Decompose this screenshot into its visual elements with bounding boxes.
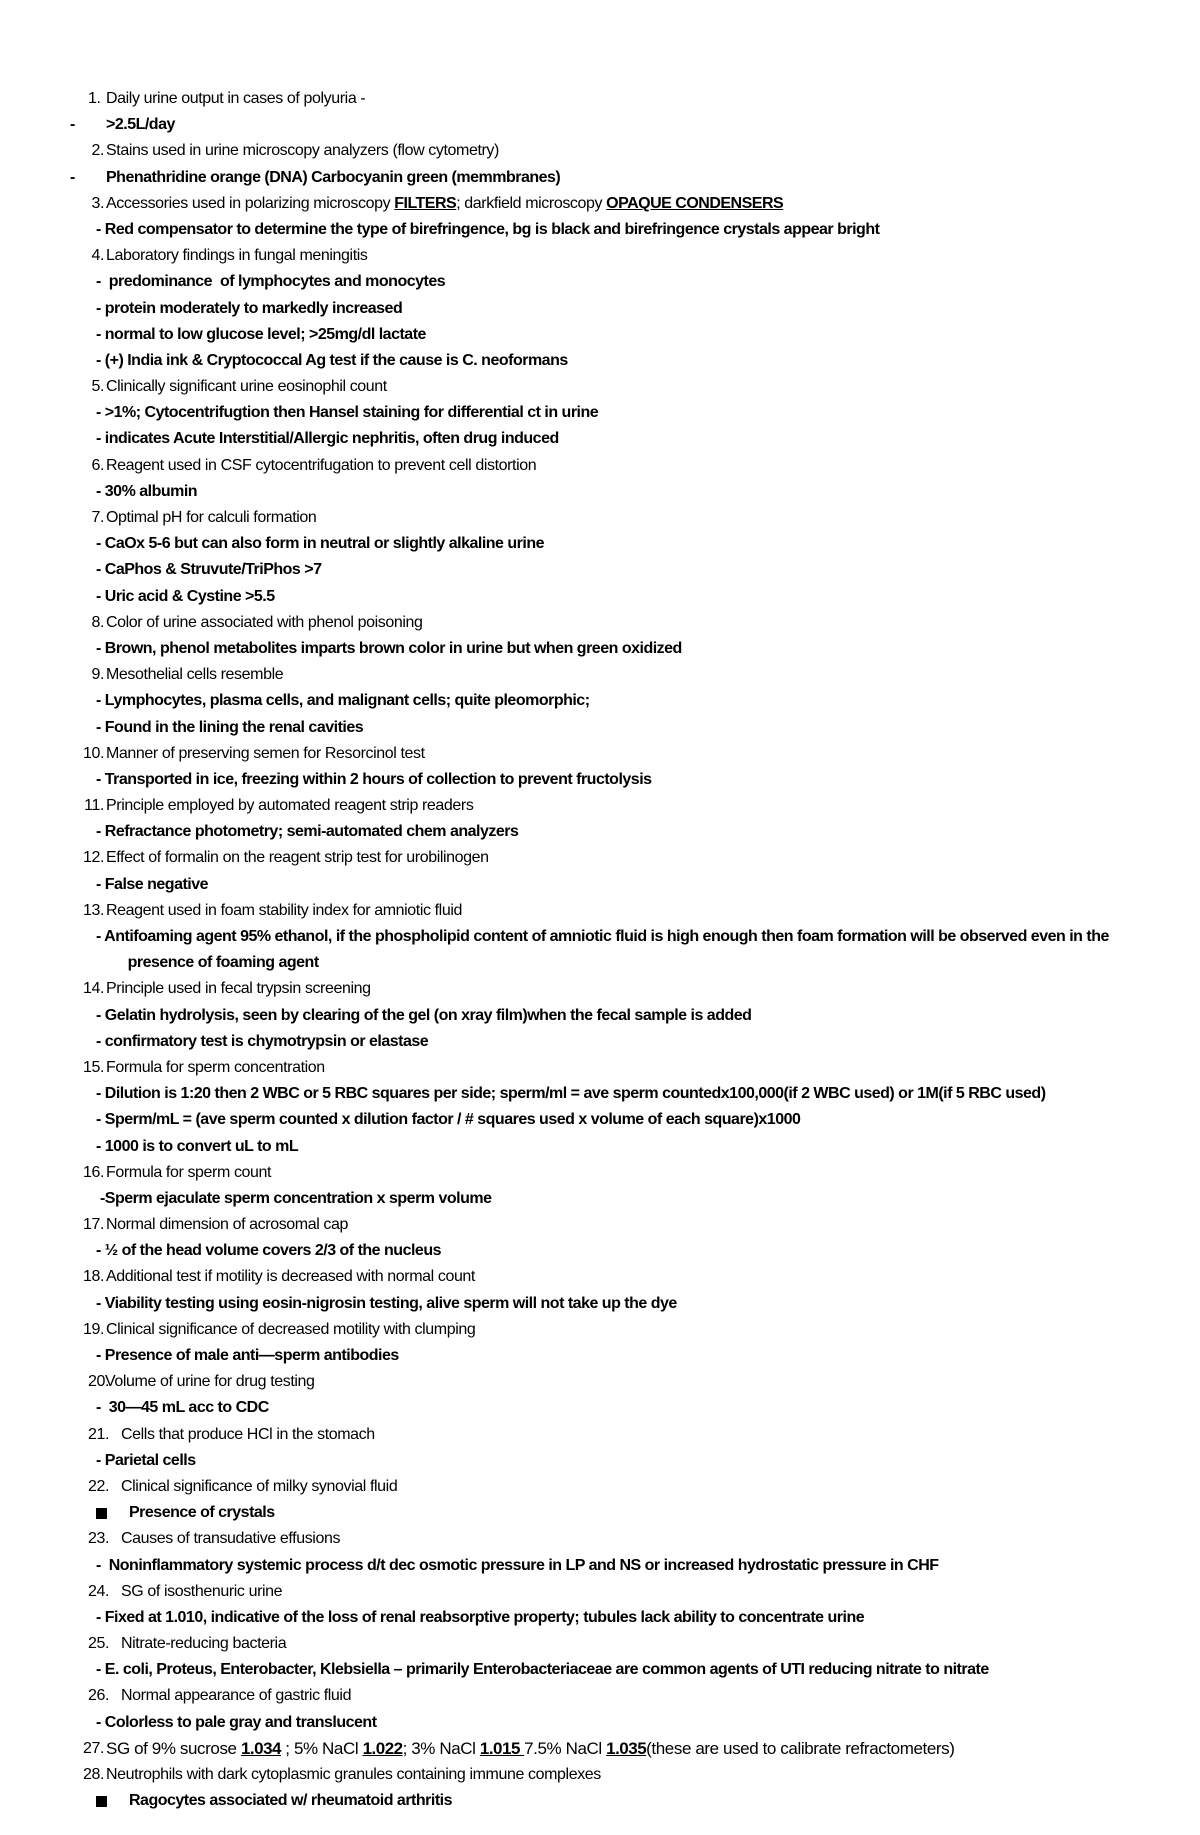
question-line (0, 1736, 1200, 1762)
question-line (0, 1474, 1200, 1500)
item-number: 2. (91, 142, 104, 160)
question-label: Accessories used in polarizing microscopy (106, 194, 395, 212)
answer-text: - Uric acid & Cystine >5.5 (96, 587, 275, 605)
question-line (0, 610, 1200, 636)
answer-line (0, 1605, 1200, 1631)
answer-text: - confirmatory test is chymotrypsin or elastase (96, 1032, 429, 1050)
answer-line (0, 426, 1200, 452)
answer-text: - 30% albumin (96, 482, 198, 500)
item-number: 17. (82, 1216, 104, 1234)
question-label: Stains used in urine microscopy analyzers (flow cytometry) (106, 142, 499, 160)
item-number: 15. (82, 1058, 104, 1076)
item-number: 22. (88, 1477, 110, 1495)
question-text (106, 374, 387, 400)
item-number: 12. (82, 849, 104, 867)
question-text (106, 898, 462, 924)
answer-line (0, 165, 1200, 191)
answer-line (0, 296, 1200, 322)
answer-line (0, 400, 1200, 426)
answer-line (0, 819, 1200, 845)
answer-text: - Found in the lining the renal cavities (96, 718, 364, 736)
item-number: 9. (91, 666, 104, 684)
question-line (0, 1212, 1200, 1238)
answer-line (0, 1186, 1200, 1212)
question-text (121, 1422, 375, 1448)
question-label: SG of isosthenuric urine (121, 1582, 283, 1600)
question-label: Formula for sperm concentration (106, 1058, 325, 1076)
answer-text: - >1%; Cytocentrifugtion then Hansel staining for differential ct in urine (96, 404, 599, 422)
question-label: Volume of urine for drug testing (105, 1373, 315, 1391)
question-label: Daily urine output in cases of polyuria - (106, 90, 366, 107)
question-text (106, 1055, 325, 1081)
item-number: 28. (82, 1766, 104, 1783)
question-text (121, 1683, 351, 1709)
question-label: Clinical significance of decreased motility with clumping (106, 1320, 476, 1338)
question-line (0, 1526, 1200, 1552)
question-label: Normal appearance of gastric fluid (121, 1687, 352, 1705)
answer-line (0, 1343, 1200, 1369)
item-number: 6. (91, 456, 104, 474)
item-number: 8. (91, 613, 104, 631)
question-label: Mesothelial cells resemble (106, 666, 284, 684)
question-line (0, 1762, 1200, 1788)
answer-text: - Fixed at 1.010, indicative of the loss of renal reabsorptive property; tubules lack ability to concentrate urine (96, 1608, 865, 1626)
question-line (0, 845, 1200, 871)
answer-line (0, 950, 1200, 976)
question-label: Effect of formalin on the reagent strip test for urobilinogen (106, 849, 489, 867)
question-label: Optimal pH for calculi formation (106, 509, 317, 526)
question-text (106, 138, 499, 164)
question-line (0, 741, 1200, 767)
question-line (0, 662, 1200, 688)
answer-text: - Dilution is 1:20 then 2 WBC or 5 RBC squares per side; sperm/ml = ave sperm countedx100,000(if 2 WBC used) or 1M(if 5 RBC used) (96, 1085, 1046, 1103)
question-line (0, 86, 1200, 112)
answer-text: - CaPhos & Struvute/TriPhos >7 (96, 561, 322, 579)
answer-line (0, 767, 1200, 793)
item-number: 14. (82, 980, 104, 998)
answer-line (0, 269, 1200, 295)
question-text (106, 662, 283, 688)
item-number: 25. (88, 1635, 110, 1653)
question-label: 7.5% NaCl (524, 1738, 607, 1758)
answer-text: Phenathridine orange (DNA) Carbocyanin green (memmbranes) (106, 168, 561, 186)
question-label: ; darkfield microscopy (456, 194, 607, 212)
answer-text: >2.5L/day (106, 116, 175, 134)
answer-text: - ½ of the head volume covers 2/3 of the nucleus (96, 1242, 441, 1260)
question-label: (these are used to calibrate refractometers) (646, 1738, 955, 1758)
item-number: 16. (82, 1163, 104, 1181)
answer-text: - Sperm/mL = (ave sperm counted x dilution factor / # squares used x volume of each square)x1000 (96, 1111, 801, 1129)
answer-line (0, 1710, 1200, 1736)
item-number: 10. (82, 744, 104, 762)
answer-text: - predominance of lymphocytes and monocytes (96, 273, 446, 291)
question-label: Additional test if motility is decreased with normal count (106, 1268, 475, 1286)
answer-text: - indicates Acute Interstitial/Allergic nephritis, often drug induced (96, 430, 559, 448)
sg-value: 1.015 (479, 1738, 525, 1758)
question-line (0, 976, 1200, 1002)
answer-text: - normal to low glucose level; >25mg/dl lactate (96, 325, 426, 343)
answer-line (0, 1657, 1200, 1683)
square-bullet (96, 1508, 107, 1519)
question-line (0, 793, 1200, 819)
sg-value: 1.035 (606, 1738, 647, 1758)
item-number: 23. (88, 1530, 110, 1548)
answer-text: - Noninflammatory systemic process d/t dec osmotic pressure in LP and NS or increased hydrostatic pressure in CHF (96, 1556, 939, 1574)
item-number: 4. (91, 247, 104, 265)
item-number: 1. (88, 90, 101, 107)
question-label: Principle used in fecal trypsin screening (106, 980, 371, 998)
question-text (106, 1212, 348, 1238)
answer-text: - Viability testing using eosin-nigrosin testing, alive sperm will not take up the dye (96, 1294, 677, 1312)
answer-line (0, 1134, 1200, 1160)
answer-line (0, 1553, 1200, 1579)
question-text (121, 1526, 340, 1552)
dash-marker: - (70, 168, 76, 186)
question-line (0, 505, 1200, 531)
answer-text: - Transported in ice, freezing within 2 hours of collection to prevent fructolysis (96, 770, 652, 788)
question-label: Clinically significant urine eosinophil count (106, 378, 387, 396)
question-text (106, 976, 371, 1002)
answer-line (0, 217, 1200, 243)
answer-line (0, 1500, 1200, 1526)
sg-value: 1.034 (240, 1738, 281, 1758)
question-label: Neutrophils with dark cytoplasmic granules containing immune complexes (106, 1766, 601, 1783)
answer-text: Ragocytes associated w/ rheumatoid arthritis (129, 1792, 452, 1810)
answer-line (0, 872, 1200, 898)
answer-text: - 1000 is to convert uL to mL (96, 1137, 299, 1155)
item-number: 19. (82, 1320, 104, 1338)
question-label: SG of 9% sucrose (106, 1738, 241, 1758)
answer-line (0, 1238, 1200, 1264)
item-number: 20. (88, 1373, 110, 1391)
question-line (0, 1055, 1200, 1081)
underlined-term: FILTERS (394, 194, 457, 212)
underlined-term: OPAQUE CONDENSERS (606, 194, 784, 212)
question-line (0, 138, 1200, 164)
answer-line (0, 924, 1200, 950)
question-line (0, 1579, 1200, 1605)
question-label: Formula for sperm count (106, 1163, 272, 1181)
answer-text: Presence of crystals (129, 1504, 275, 1522)
question-label: Causes of transudative effusions (121, 1530, 341, 1548)
question-label: Cells that produce HCl in the stomach (121, 1425, 375, 1443)
item-number: 21. (88, 1425, 110, 1443)
question-text (106, 243, 368, 269)
answer-text: - Red compensator to determine the type of birefringence, bg is black and birefringence crystals appear bright (96, 220, 880, 238)
question-text (106, 1317, 475, 1343)
question-text (121, 1631, 286, 1657)
question-label: Clinical significance of milky synovial fluid (121, 1477, 398, 1495)
answer-line (0, 688, 1200, 714)
item-number: 3. (91, 194, 104, 212)
answer-line (0, 112, 1200, 138)
answer-text: - E. coli, Proteus, Enterobacter, Klebsiella – primarily Enterobacteriaceae are common agents of UTI reducing nitrate to nitrate (96, 1661, 989, 1679)
item-number: 13. (82, 901, 104, 919)
answer-line (0, 584, 1200, 610)
question-line (0, 1422, 1200, 1448)
question-text (106, 1736, 955, 1762)
answer-text: - False negative (96, 875, 209, 893)
question-text (121, 1474, 397, 1500)
question-line (0, 191, 1200, 217)
question-line (0, 243, 1200, 269)
answer-line (0, 1107, 1200, 1133)
question-text (121, 1579, 282, 1605)
answer-text: - Brown, phenol metabolites imparts brown color in urine but when green oxidized (96, 639, 682, 657)
answer-text: - Parietal cells (96, 1451, 196, 1469)
question-line (0, 1160, 1200, 1186)
question-label: ; 3% NaCl (402, 1738, 480, 1758)
question-text (106, 1762, 601, 1788)
item-number: 7. (91, 509, 104, 526)
question-line (0, 898, 1200, 924)
answer-text: - Antifoaming agent 95% ethanol, if the phospholipid content of amniotic fluid is high enough then foam formation will be observed even in the (96, 928, 1109, 945)
answer-text: - protein moderately to markedly increased (96, 299, 403, 317)
answer-line (0, 531, 1200, 557)
question-label: Reagent used in CSF cytocentrifugation to prevent cell distortion (106, 456, 537, 474)
question-line (0, 1683, 1200, 1709)
question-text (106, 191, 783, 217)
answer-text: - Lymphocytes, plasma cells, and malignant cells; quite pleomorphic; (96, 692, 590, 710)
question-line (0, 1631, 1200, 1657)
item-number: 27. (82, 1739, 104, 1757)
question-line (0, 1317, 1200, 1343)
answer-line (0, 479, 1200, 505)
square-bullet (96, 1796, 107, 1807)
question-line (0, 1369, 1200, 1395)
answer-text: - Gelatin hydrolysis, seen by clearing of the gel (on xray film)when the fecal sample is added (96, 1006, 752, 1024)
answer-text: presence of foaming agent (96, 954, 319, 972)
answer-line (0, 1003, 1200, 1029)
question-label: Nitrate-reducing bacteria (121, 1635, 287, 1653)
question-text (105, 1369, 315, 1395)
answer-line (0, 322, 1200, 348)
question-text (106, 1264, 475, 1290)
item-number: 24. (88, 1582, 110, 1600)
question-line (0, 374, 1200, 400)
answer-text: - 30—45 mL acc to CDC (96, 1399, 269, 1417)
question-text (106, 741, 425, 767)
answer-line (0, 1788, 1200, 1814)
item-number: 11. (84, 797, 104, 815)
document-body (0, 86, 1200, 1814)
answer-line (0, 348, 1200, 374)
answer-text: - Refractance photometry; semi-automated chem analyzers (96, 823, 519, 841)
answer-text: - (+) India ink & Cryptococcal Ag test if the cause is C. neoformans (96, 351, 568, 369)
answer-text: - CaOx 5-6 but can also form in neutral or slightly alkaline urine (96, 535, 544, 553)
question-label: Reagent used in foam stability index for amniotic fluid (106, 901, 462, 919)
answer-line (0, 1448, 1200, 1474)
question-label: Manner of preserving semen for Resorcinol test (106, 744, 425, 762)
question-label: Normal dimension of acrosomal cap (106, 1216, 349, 1234)
question-label: ; 5% NaCl (280, 1738, 363, 1758)
sg-value: 1.022 (362, 1738, 403, 1758)
question-text (106, 1160, 271, 1186)
question-text (106, 453, 536, 479)
question-line (0, 453, 1200, 479)
question-text (106, 610, 423, 636)
question-text (106, 505, 316, 531)
item-number: 5. (91, 378, 104, 396)
question-text (106, 845, 489, 871)
answer-line (0, 1395, 1200, 1421)
answer-line (0, 1029, 1200, 1055)
answer-text: - Colorless to pale gray and translucent (96, 1713, 377, 1731)
answer-line (0, 1081, 1200, 1107)
answer-text: -Sperm ejaculate sperm concentration x sperm volume (96, 1189, 492, 1207)
question-label: Principle employed by automated reagent strip readers (106, 797, 474, 815)
dash-marker: - (70, 116, 76, 134)
answer-line (0, 1291, 1200, 1317)
answer-line (0, 557, 1200, 583)
question-text (106, 86, 365, 112)
answer-line (0, 636, 1200, 662)
item-number: 26. (88, 1687, 110, 1705)
answer-text: - Presence of male anti—sperm antibodies (96, 1347, 399, 1364)
question-text (106, 793, 473, 819)
question-label: Color of urine associated with phenol poisoning (106, 613, 423, 631)
answer-line (0, 715, 1200, 741)
item-number: 18. (82, 1268, 104, 1286)
question-line (0, 1264, 1200, 1290)
question-label: Laboratory findings in fungal meningitis (106, 247, 368, 265)
